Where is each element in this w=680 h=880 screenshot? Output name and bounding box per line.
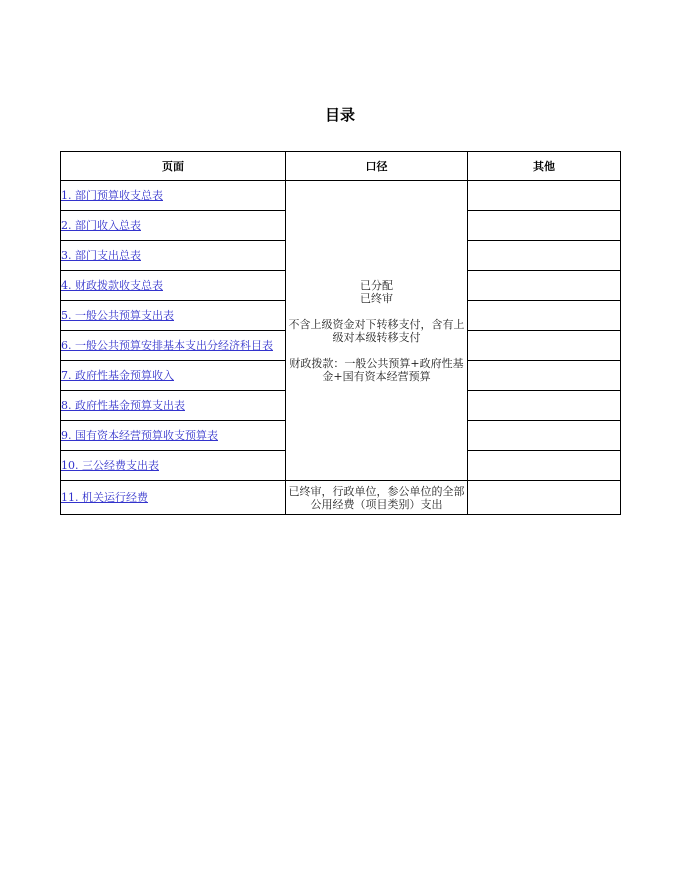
page-cell [61,331,286,361]
other-cell [468,361,621,391]
scope-line-1: 已分配 [360,278,393,292]
other-cell [468,271,621,301]
toc-link-10[interactable]: 10. 三公经费支出表 [61,459,159,472]
toc-link-7[interactable]: 7. 政府性基金预算收入 [61,369,174,382]
toc-link-1[interactable]: 1. 部门预算收支总表 [61,189,163,202]
page-cell [61,271,286,301]
table-row [61,481,621,515]
other-cell [468,211,621,241]
toc-link-8[interactable]: 8. 政府性基金预算支出表 [61,399,185,412]
toc-link-11[interactable]: 11. 机关运行经费 [61,491,148,504]
toc-link-3[interactable]: 3. 部门支出总表 [61,249,141,262]
other-cell [468,331,621,361]
other-cell [468,481,621,515]
page-cell [61,391,286,421]
other-cell [468,391,621,421]
page-cell [61,361,286,391]
page-cell [61,421,286,451]
page-cell [61,451,286,481]
header-other: 其他 [468,152,621,181]
toc-link-9[interactable]: 9. 国有资本经营预算收支预算表 [61,429,218,442]
page-cell [61,181,286,211]
toc-link-5[interactable]: 5. 一般公共预算支出表 [61,309,174,322]
page-cell [61,481,286,515]
header-scope: 口径 [286,152,468,181]
page-title: 目录 [324,106,355,124]
page-cell [61,241,286,271]
other-cell [468,181,621,211]
scope-line-4: 财政拨款：一般公共预算+政府性基金+国有资本经营预算 [289,356,464,383]
header-page: 页面 [61,152,286,181]
scope-cell-last: 已终审，行政单位，参公单位的全部公用经费（项目类别）支出 [286,481,468,515]
toc-link-6[interactable]: 6. 一般公共预算安排基本支出分经济科目表 [61,339,273,352]
scope-gap [286,305,467,318]
other-cell [468,241,621,271]
toc-table [60,151,621,515]
page-cell [61,301,286,331]
page-cell [61,211,286,241]
scope-line-2: 已终审 [360,291,393,305]
other-cell [468,301,621,331]
other-cell [468,421,621,451]
other-cell [468,451,621,481]
scope-line-3: 不含上级资金对下转移支付，含有上级对本级转移支付 [288,317,465,344]
toc-link-2[interactable]: 2. 部门收入总表 [61,219,141,232]
scope-merged-cell [286,181,468,481]
scope-gap [286,344,467,357]
table-row [61,181,621,211]
header-row [61,152,621,181]
toc-link-4[interactable]: 4. 财政拨款收支总表 [61,279,163,292]
